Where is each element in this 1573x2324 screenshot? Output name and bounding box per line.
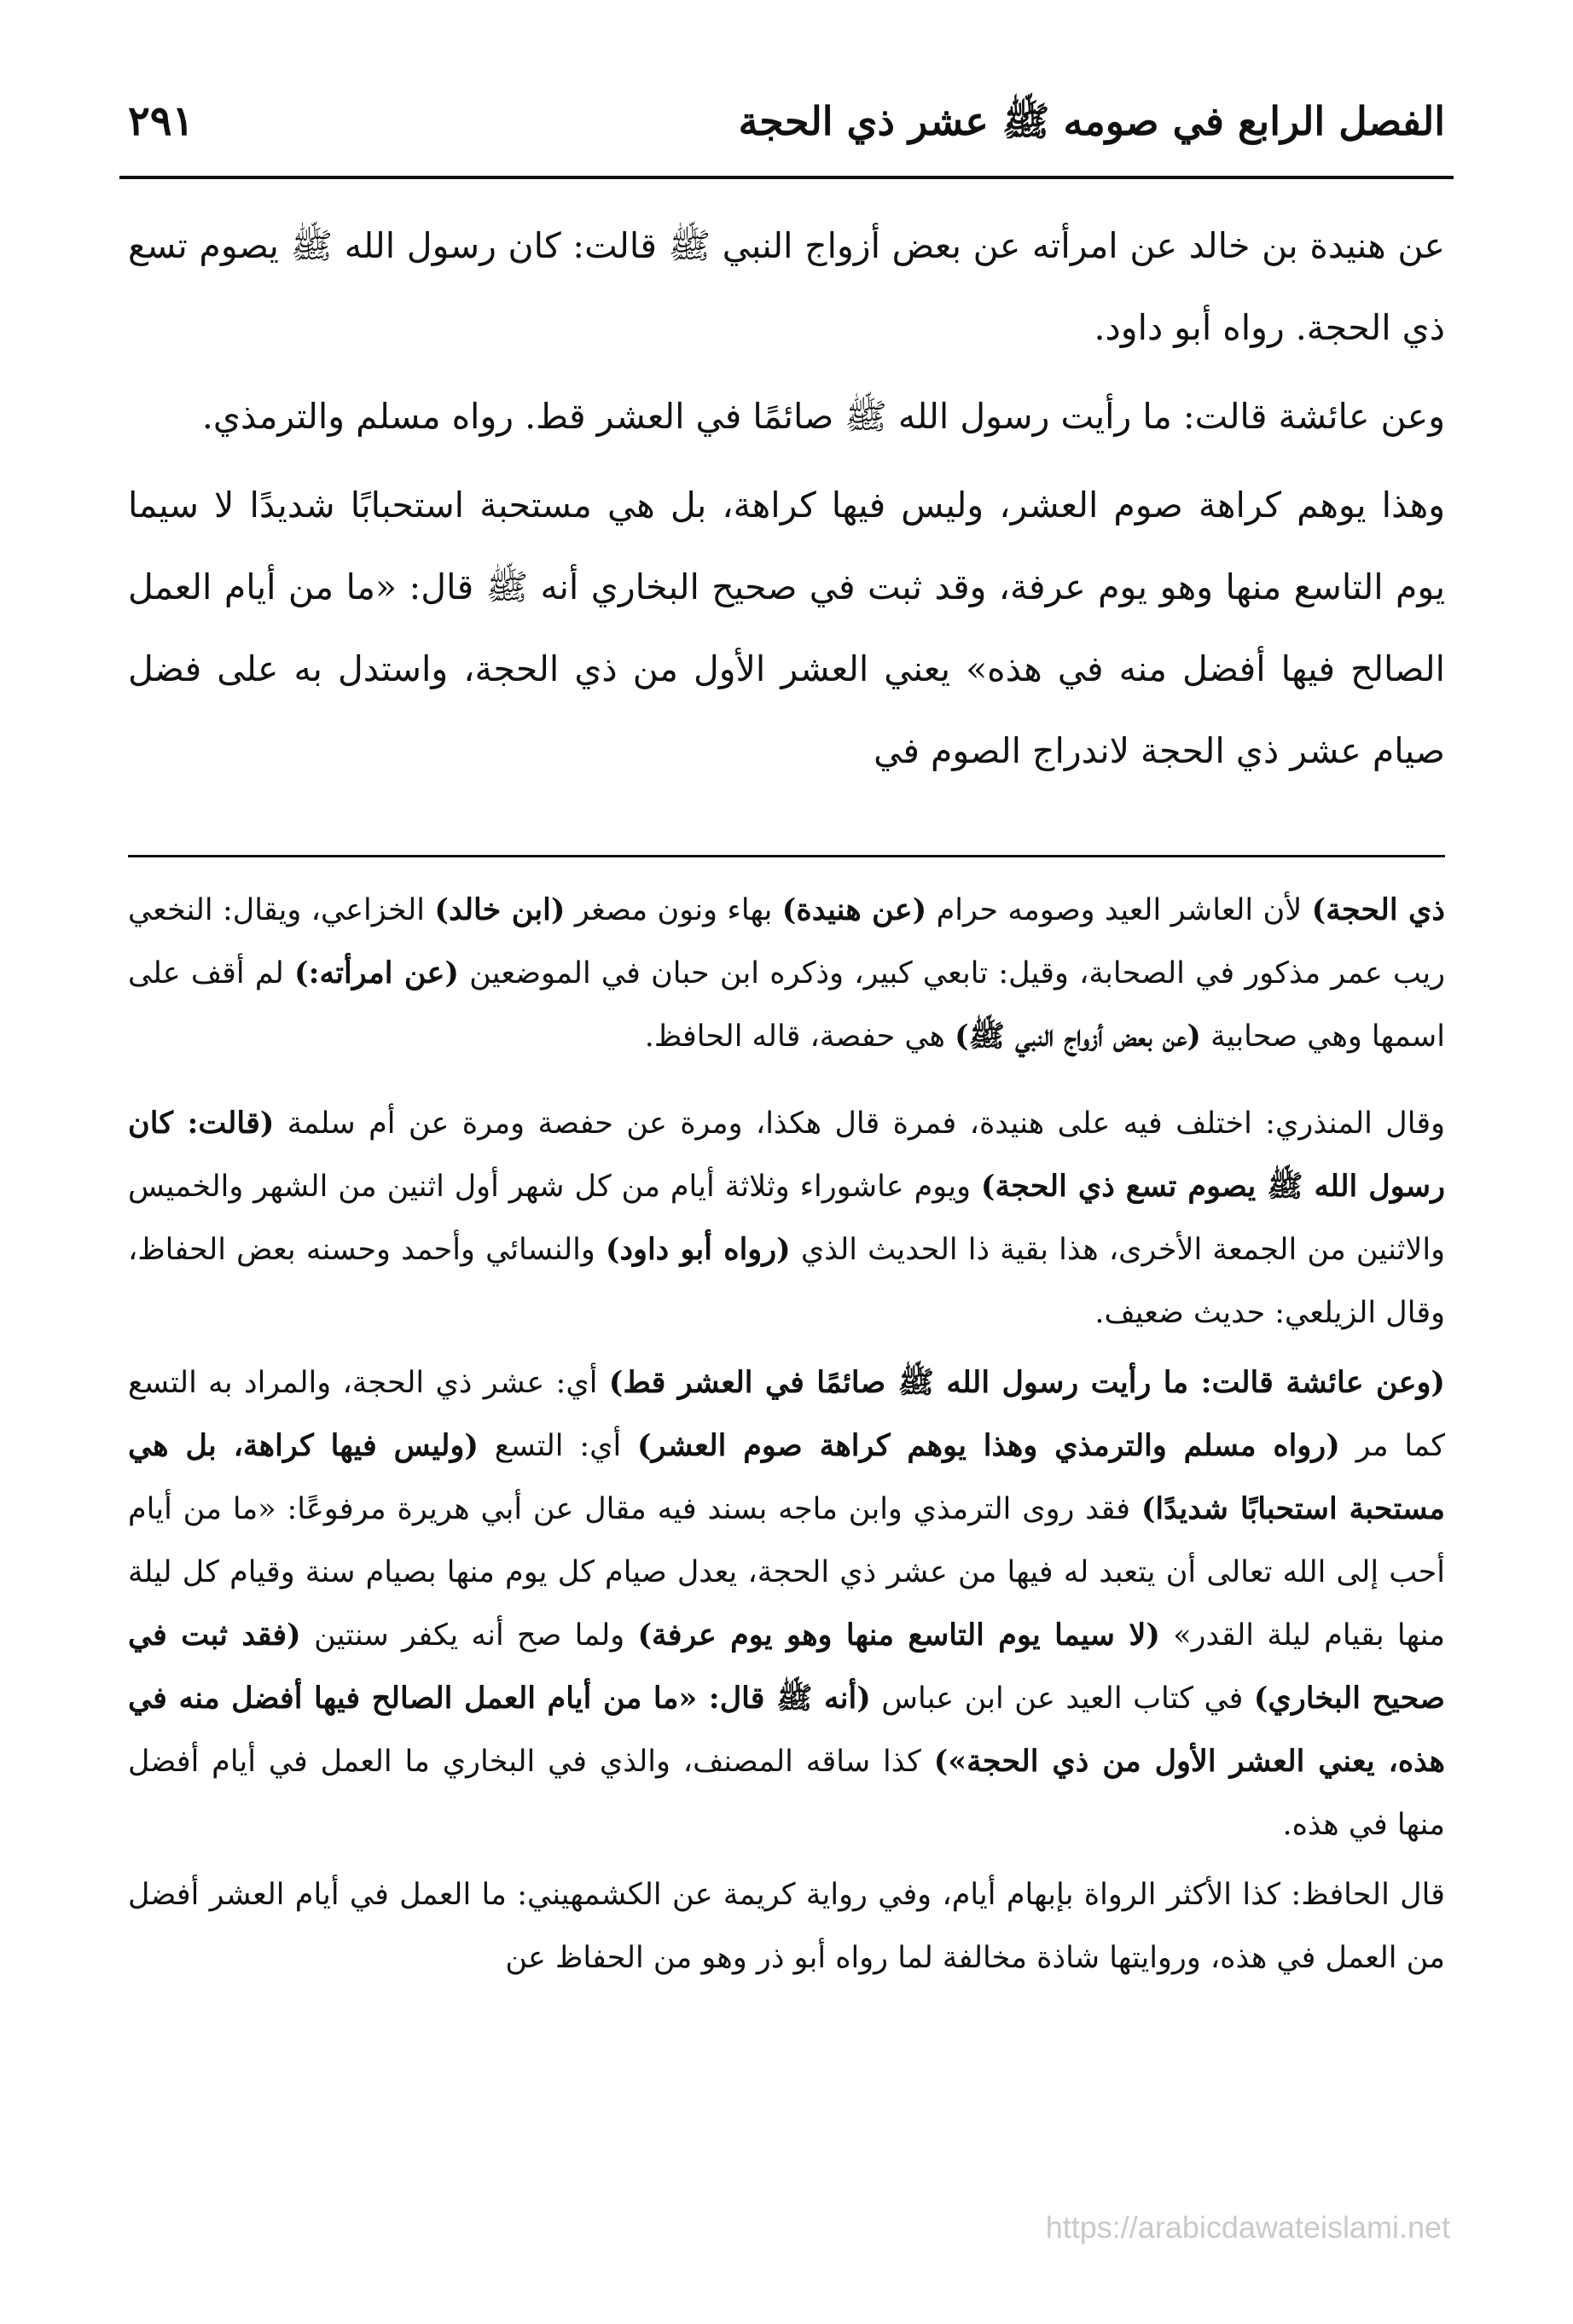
commentary-text: أي: التسع <box>478 1429 638 1463</box>
paragraph-gap <box>128 1075 1445 1092</box>
quoted-text: (قالت: كان رسول الله ﷺ يصوم تسع ذي الحجة) <box>128 1106 1445 1204</box>
quoted-text: (ابن خالد) <box>434 892 566 927</box>
commentary-text: كذا ساقه المصنف، والذي في البخاري ما العمل في أيام أفضل منها في هذه. <box>128 1745 1445 1842</box>
quoted-text: (عن بعض أزواج النبي ﷺ) <box>955 1019 1201 1054</box>
commentary-paragraph-1 <box>128 879 1445 1068</box>
main-paragraph-2: وعن عائشة قالت: ما رأيت رسول الله ﷺ صائمًا في العشر قط. رواه مسلم والترمذي. <box>201 396 1445 437</box>
commentary-text: وقال المنذري: اختلف فيه على هنيدة، فمرة قال هكذا، ومرة عن حفصة ومرة عن أم سلمة <box>274 1107 1446 1141</box>
quoted-text: (أنه ﷺ قال: «ما من أيام العمل الصالح فيها أفضل منه في هذه، يعني العشر الأول من ذي الحجة») <box>128 1681 1446 1779</box>
commentary-text: والنسائي وأحمد وحسنه بعض الحفاظ، وقال الزيلعي: حديث ضعيف. <box>128 1233 1445 1330</box>
main-text <box>128 205 1445 799</box>
commentary-text: أي: عشر ذي الحجة، والمراد به التسع كما مر <box>128 1366 1445 1463</box>
watermark-url: https://arabicdawateislami.net <box>1045 2210 1450 2245</box>
footnote-divider <box>128 855 1445 857</box>
commentary-text: لم أقف على اسمها وهي صحابية <box>128 956 1445 1054</box>
quoted-text: ذي الحجة) <box>1311 892 1445 927</box>
chapter-title: الفصل الرابع في صومه ﷺ عشر ذي الحجة <box>738 98 1445 144</box>
quoted-text: (عن هنيدة) <box>781 892 927 927</box>
page-number: ٢٩١ <box>128 97 194 145</box>
quoted-text: (رواه أبو داود) <box>605 1232 791 1267</box>
commentary <box>128 879 1445 1996</box>
quoted-text: (رواه مسلم والترمذي وهذا يوهم كراهة صوم العشر) <box>637 1428 1340 1463</box>
commentary-text: هي حفصة، قاله الحافظ. <box>644 1020 955 1054</box>
quoted-text: (وعن عائشة قالت: ما رأيت رسول الله ﷺ صائمًا في العشر قط) <box>608 1365 1445 1400</box>
quoted-text: (وليس فيها كراهة، بل هي مستحبة استحبابًا شديدًا) <box>128 1428 1445 1526</box>
header-rule <box>119 176 1454 179</box>
commentary-text: بهاء ونون مصغر <box>565 893 782 927</box>
main-paragraph-3: وهذا يوهم كراهة صوم العشر، وليس فيها كراهة، بل هي مستحبة استحبابًا شديدًا لا سيما يوم التاسع منها وهو يوم عرفة، وقد ثبت في صحيح البخاري أنه ﷺ قال: «ما من أيام العمل الصالح فيها أفضل منه في هذه» يعني العشر الأول من ذي الحجة، واستدل به على فضل صيام عشر ذي الحجة لاندراج الصوم في <box>128 485 1445 771</box>
commentary-paragraph-2 <box>128 1092 1445 1345</box>
commentary-paragraph-3 <box>128 1351 1445 1856</box>
quoted-text: (لا سيما يوم التاسع منها وهو يوم عرفة) <box>637 1618 1160 1653</box>
main-paragraph-1: عن هنيدة بن خالد عن امرأته عن بعض أزواج النبي ﷺ قالت: كان رسول الله ﷺ يصوم تسع ذي الحجة. رواه أبو داود. <box>128 225 1445 348</box>
page-header <box>128 94 1445 162</box>
commentary-text: فقد روى الترمذي وابن ماجه بسند فيه مقال عن أبي هريرة مرفوعًا: «ما من أيام أحب إلى الله تعالى أن يتعبد له فيها من عشر ذي الحجة، يعدل صيام كل يوم منها بصيام سنة وقيام كل ليلة منها بقيام ليلة القدر» <box>128 1492 1446 1653</box>
commentary-text: في كتاب العيد عن ابن عباس <box>870 1682 1254 1716</box>
quoted-text: (فقد ثبت في صحيح البخاري) <box>128 1618 1445 1716</box>
quoted-text: (عن امرأته:) <box>294 956 459 991</box>
commentary-text: ولما صح أنه يكفر سنتين <box>300 1618 638 1653</box>
commentary-text: الخزاعي، ويقال: النخعي ريب عمر مذكور في الصحابة، وقيل: تابعي كبير، وذكره ابن حبان في الموضعين <box>128 893 1445 991</box>
commentary-paragraph-4: قال الحافظ: كذا الأكثر الرواة بإبهام أيام، وفي رواية كريمة عن الكشمهيني: ما العمل في أيام العشر أفضل من العمل في هذه، وروايتها شاذة مخالفة لما رواه أبو ذر وهو من الحفاظ عن <box>128 1878 1445 1975</box>
commentary-text: ويوم عاشوراء وثلاثة أيام من كل شهر أول اثنين من الشهر والخميس والاثنين من الجمعة الأخرى، هذا بقية ذا الحديث الذي <box>128 1170 1445 1267</box>
commentary-text: لأن العاشر العيد وصومه حرام <box>926 893 1312 927</box>
